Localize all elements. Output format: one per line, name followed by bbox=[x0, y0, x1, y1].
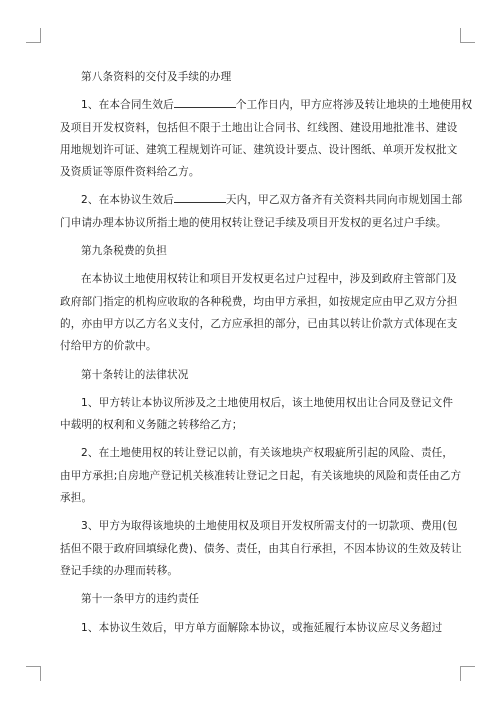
paragraph-line: 付给甲方的价款中。 bbox=[60, 340, 157, 353]
section-heading: 第十条转让的法律状况 bbox=[81, 368, 189, 381]
paragraph-line: 的，亦由甲方以乙方名义支付，乙方应承担的部分，已由其以转让价款方式体现在支 bbox=[60, 317, 458, 330]
paragraph-line: 政府部门指定的机构应收取的各种税费，均由甲方承担，如按规定应由甲乙双方分担 bbox=[60, 295, 458, 308]
paragraph-line: 1、甲方转让本协议所涉及之土地使用权后，该土地使用权出让合同及登记文件 bbox=[81, 396, 454, 409]
section-heading: 第九条税费的负担 bbox=[81, 245, 167, 258]
crop-mark-top-right bbox=[460, 28, 475, 43]
paragraph-line: 门申请办理本协议所指土地的使用权转让登记手续及项目开发权的更名过户手续。 bbox=[60, 216, 447, 229]
section-heading: 第十一条甲方的违约责任 bbox=[81, 593, 200, 606]
paragraph-line: 承担。 bbox=[60, 492, 93, 505]
crop-mark-top-left bbox=[26, 28, 41, 43]
paragraph-line: 2、在本协议生效后 天内，甲乙双方备齐有关资料共同向市规划国土部 bbox=[81, 194, 463, 207]
paragraph-line: 由甲方承担;自房地产登记机关核准转让登记之日起，有关该地块的风险和责任由乙方 bbox=[60, 469, 462, 482]
paragraph-line: 1、在本合同生效后 个工作日内，甲方应将涉及转让地块的土地使用权 bbox=[81, 99, 473, 112]
crop-mark-bottom-right bbox=[460, 666, 475, 681]
paragraph-line: 在本协议土地使用权转让和项目开发权更名过户过程中，涉及到政府主管部门及 bbox=[81, 273, 458, 286]
fill-in-blank bbox=[174, 98, 236, 108]
paragraph-line: 中载明的权利和义务随之转移给乙方； bbox=[60, 419, 243, 432]
crop-mark-bottom-left bbox=[26, 666, 41, 681]
paragraph-line: 2、在土地使用权的转让登记以前，有关该地块产权瑕疵所引起的风险、责任， bbox=[81, 447, 454, 460]
paragraph-line: 及资质证等原件资料给乙方。 bbox=[60, 166, 200, 179]
paragraph-line: 及项目开发权资料，包括但不限于土地出让合同书、红线图、建设用地批准书、建设 bbox=[60, 121, 458, 134]
paragraph-line: 3、甲方为取得该地块的土地使用权及项目开发权所需支付的一切款项、费用(包 bbox=[81, 520, 458, 533]
paragraph-line: 1、本协议生效后，甲方单方面解除本协议，或拖延履行本协议应尽义务超过 bbox=[81, 621, 443, 634]
fill-in-blank bbox=[174, 193, 226, 203]
document-body bbox=[60, 66, 473, 639]
paragraph-line: 登记手续的办理而转移。 bbox=[60, 564, 179, 577]
paragraph-line: 括但不限于政府回填绿化费)、债务、责任，由其自行承担，不因本协议的生效及转让 bbox=[60, 542, 462, 555]
paragraph-line: 用地规划许可证、建筑工程规划许可证、建筑设计要点、设计图纸、单项开发权批文 bbox=[60, 143, 458, 156]
section-heading: 第八条资料的交付及手续的办理 bbox=[81, 71, 232, 83]
